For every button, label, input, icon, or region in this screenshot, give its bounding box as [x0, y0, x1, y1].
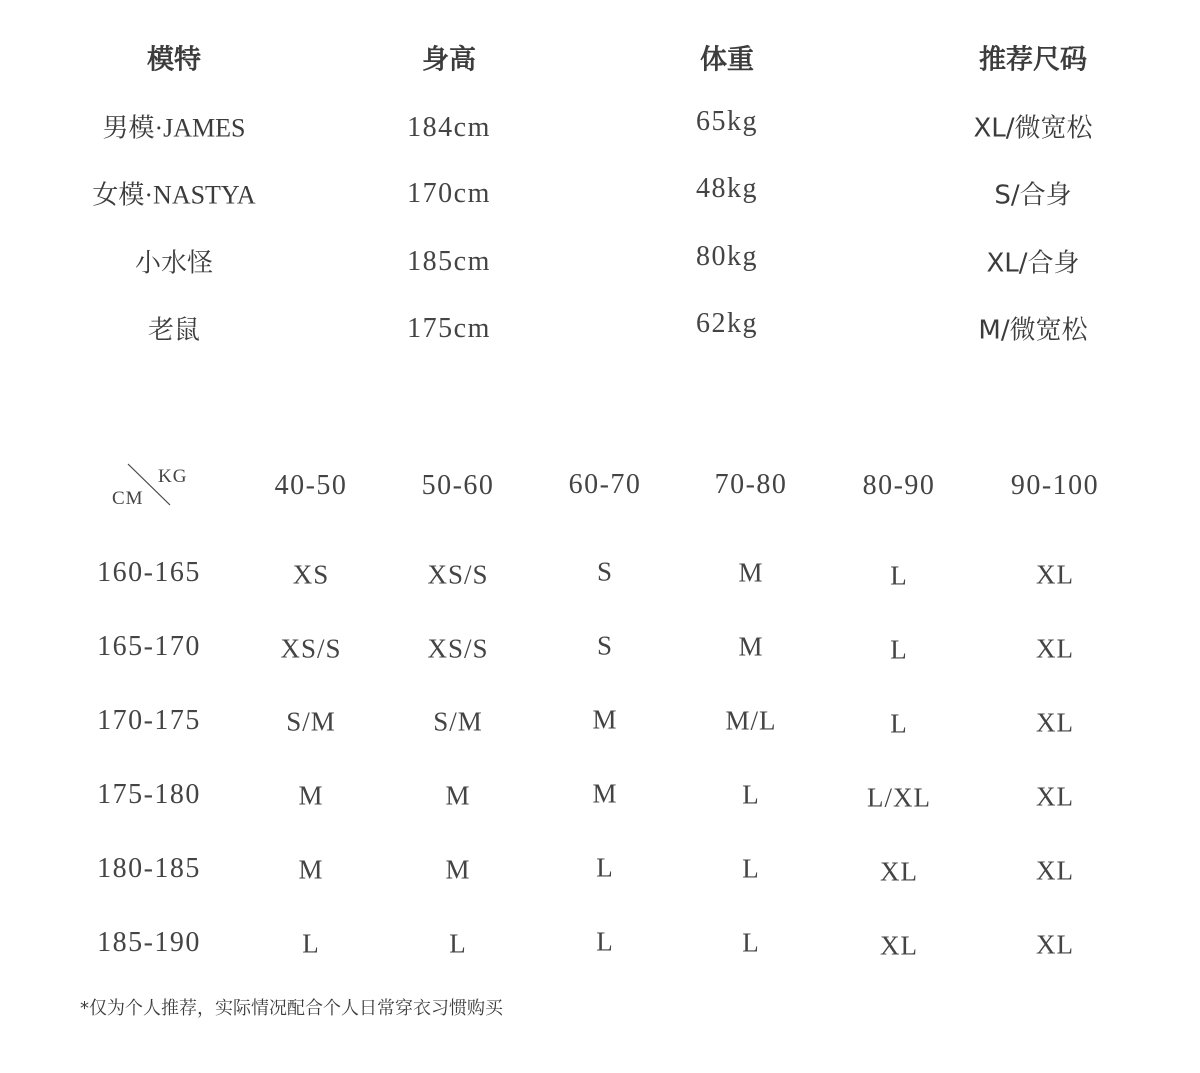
size-cell: M: [738, 631, 764, 662]
size-cell: L: [742, 853, 760, 884]
size-cell: M: [592, 704, 618, 735]
model-height: 185cm: [407, 246, 491, 277]
size-cell: XL: [1036, 559, 1074, 590]
model-height: 175cm: [407, 313, 491, 344]
model-recommended-size: XL/微宽松: [973, 113, 1093, 144]
size-cell: M/L: [725, 705, 777, 736]
model-name: 老鼠: [147, 315, 201, 346]
size-cell: XL: [1036, 707, 1074, 738]
height-range-header: 180-185: [97, 853, 201, 884]
header-recommended-size: 推荐尺码: [979, 44, 1087, 76]
model-weight: 80kg: [696, 241, 758, 272]
weight-range-header: 50-60: [421, 470, 495, 501]
model-recommended-size: S/合身: [994, 180, 1072, 211]
footnote: *仅为个人推荐，实际情况配合个人日常穿衣习惯购买: [80, 998, 503, 1019]
weight-range-header: 90-100: [1010, 470, 1100, 501]
weight-range-header: 80-90: [862, 470, 936, 501]
size-cell: M: [445, 780, 471, 811]
size-cell: L: [596, 852, 614, 883]
size-cell: XS/S: [280, 633, 342, 664]
weight-axis-label: KG: [158, 466, 188, 487]
size-cell: XL: [1036, 929, 1074, 960]
height-range-header: 170-175: [97, 705, 201, 736]
size-cell: XL: [1036, 633, 1074, 664]
size-cell: S/M: [433, 706, 483, 737]
header-weight: 体重: [700, 44, 754, 76]
model-name: 小水怪: [134, 248, 214, 279]
model-name: 女模·NASTYA: [92, 180, 256, 210]
size-cell: L: [890, 560, 908, 591]
weight-range-header: 40-50: [274, 470, 348, 501]
model-recommended-size: M/微宽松: [978, 315, 1088, 346]
size-cell: L: [302, 928, 320, 959]
size-cell: M: [592, 778, 618, 809]
size-cell: S: [596, 630, 614, 661]
size-cell: L: [890, 634, 908, 665]
model-height: 184cm: [407, 112, 491, 143]
weight-range-header: 70-80: [714, 469, 788, 500]
size-cell: M: [298, 780, 324, 811]
size-cell: M: [738, 557, 764, 588]
size-cell: XL: [880, 930, 918, 961]
size-cell: XL: [1036, 855, 1074, 886]
size-cell: XS/S: [427, 633, 489, 664]
model-weight: 62kg: [696, 308, 758, 339]
size-cell: L/XL: [867, 782, 931, 813]
model-weight: 48kg: [696, 173, 758, 204]
weight-range-header: 60-70: [568, 469, 642, 500]
size-cell: L: [742, 779, 760, 810]
size-cell: XS: [292, 559, 330, 590]
header-height: 身高: [422, 44, 476, 76]
header-model: 模特: [147, 44, 201, 76]
height-range-header: 185-190: [97, 927, 201, 958]
size-cell: S: [596, 556, 614, 587]
size-cell: L: [890, 708, 908, 739]
height-range-header: 175-180: [97, 779, 201, 810]
model-recommended-size: XL/合身: [986, 248, 1080, 279]
size-cell: M: [445, 854, 471, 885]
height-axis-label: CM: [112, 488, 144, 509]
size-cell: L: [596, 926, 614, 957]
size-cell: M: [298, 854, 324, 885]
size-cell: XL: [1036, 781, 1074, 812]
model-height: 170cm: [407, 178, 491, 209]
height-range-header: 165-170: [97, 631, 201, 662]
size-cell: XS/S: [427, 559, 489, 590]
model-name: 男模·JAMES: [102, 113, 246, 143]
size-chart-corner: [108, 462, 188, 510]
size-cell: L: [742, 927, 760, 958]
size-cell: S/M: [286, 706, 336, 737]
size-cell: L: [449, 928, 467, 959]
height-range-header: 160-165: [97, 557, 201, 588]
size-cell: XL: [880, 856, 918, 887]
model-weight: 65kg: [696, 106, 758, 137]
